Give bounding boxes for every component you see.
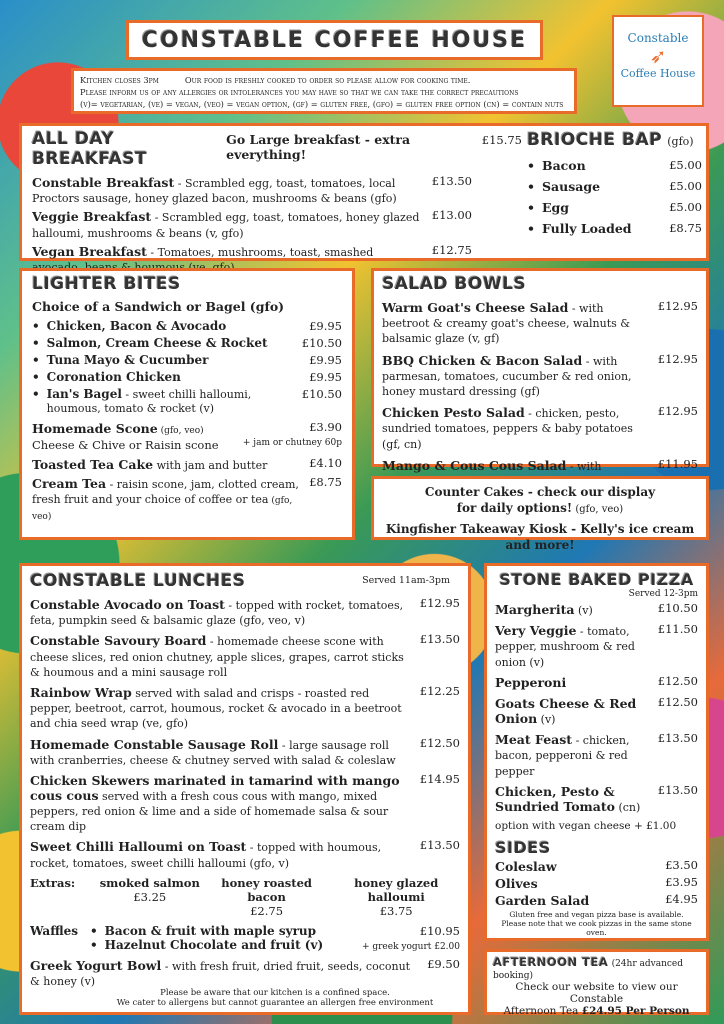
sandwich-item: • Tuna Mayo & Cucumber £9.95 bbox=[32, 353, 342, 367]
pizza-item: Very Veggie - tomato, pepper, mushroom & red onion (v) £11.50 bbox=[495, 622, 698, 669]
salad-item: Mango & Cous Cous Salad - with £11.95 bbox=[382, 456, 698, 473]
lighter-heading: LIGHTER BITES bbox=[32, 274, 181, 294]
scone-item: Homemade Scone (gfo, veo) £3.90 bbox=[32, 420, 342, 436]
breakfast-heading: ALL DAY BREAKFAST bbox=[32, 129, 148, 169]
counter-line2: for daily options! bbox=[456, 501, 573, 515]
pizza-served: Served 12-3pm bbox=[628, 589, 698, 599]
extras-label: Extras: bbox=[30, 875, 76, 890]
golarge-price: £15.75 bbox=[481, 133, 522, 147]
pizza-item: Margherita (v) £10.50 bbox=[495, 601, 698, 617]
sandwich-item: • Coronation Chicken £9.95 bbox=[32, 370, 342, 384]
lunch-item: Homemade Constable Sausage Roll - large sausage roll with cranberries, cheese & chutney served with salad & coleslaw £12.50 bbox=[30, 735, 460, 767]
pizza-item: Chicken, Pesto & Sundried Tomato (cn) £13.50 bbox=[495, 782, 698, 814]
brioche-section: BRIOCHE BAP (gfo) • Bacon £5.00 • Sausage £5.00 • Egg £5.00 • Fully Loaded £8.75 bbox=[527, 130, 702, 242]
lunches-heading: CONSTABLE LUNCHES bbox=[30, 571, 246, 591]
salad-bowls-section bbox=[371, 268, 709, 473]
waffles-item: Waffles • Bacon & fruit with maple syrup • Hazelnut Chocolate and fruit (v) £10.95 + greek yogurt £2.00 bbox=[30, 924, 460, 952]
salad-item: Warm Goat's Cheese Salad - with beetroot & creamy goat's cheese, walnuts & balsamic glaze (v, gf) £12.95 bbox=[382, 299, 698, 346]
lunch-item: Constable Avocado on Toast - topped with rocket, tomatoes, feta, pumpkin seed & balsamic glaze (gfo, veo, v) £12.95 bbox=[30, 596, 460, 628]
breakfast-item: Constable Breakfast - Scrambled egg, toast, tomatoes, local Proctors sausage, honey glazed bacon, mushrooms & beans (gfo) £13.50 bbox=[32, 174, 472, 206]
side-item: Olives £3.95 bbox=[495, 874, 698, 891]
afternoon-price: £24.95 Per Person bbox=[581, 1005, 690, 1017]
extra-item: honey roasted bacon £2.75 bbox=[221, 875, 312, 918]
brioche-item: • Bacon £5.00 bbox=[527, 158, 702, 173]
extras-row bbox=[30, 876, 460, 918]
sandwich-item: • Ian's Bagel - sweet chilli halloumi, houmous, tomato & rocket (v) £10.50 bbox=[32, 387, 342, 415]
yogurt-item: Greek Yogurt Bowl - with fresh fruit, dried fruit, seeds, coconut & honey (v) £9.50 bbox=[30, 956, 460, 988]
cream-tea-item: Cream Tea - raisin scone, jam, clotted cream, fresh fruit and your choice of coffee or tea (gfo, veo) £8.75 bbox=[32, 474, 342, 522]
pizza-item: Pepperoni £12.50 bbox=[495, 673, 698, 690]
title-banner bbox=[126, 20, 543, 60]
lunches-served: Served 11am-3pm bbox=[362, 575, 450, 586]
brioche-heading: BRIOCHE BAP bbox=[527, 130, 663, 150]
extra-item: honey glazed halloumi £3.75 bbox=[354, 875, 439, 918]
scone-options: Cheese & Chive or Raisin scone + jam or chutney 60p bbox=[32, 437, 342, 452]
salad-item: Chicken Pesto Salad - chicken, pesto, sundried tomatoes, peppers & baby potatoes (gf, cn) £12.95 bbox=[382, 404, 698, 451]
diet-codes: (v)= vegetarian, (ve) = vegan, (veo) = vegan option, (gf) = gluten free, (gfo) = gluten free option (cn) = contain nuts bbox=[80, 99, 564, 109]
kitchen-closes: Kitchen closes 3pm bbox=[80, 75, 159, 85]
sandwich-choice: Choice of a Sandwich or Bagel (gfo) bbox=[32, 299, 285, 314]
page-title: CONSTABLE COFFEE HOUSE bbox=[141, 28, 528, 53]
breakfast-section bbox=[19, 123, 709, 261]
sandwich-item: • Chicken, Bacon & Avocado £9.95 bbox=[32, 319, 342, 333]
salad-heading: SALAD BOWLS bbox=[382, 274, 527, 294]
brioche-item: • Fully Loaded £8.75 bbox=[527, 221, 702, 236]
notice-box bbox=[71, 68, 577, 114]
salad-item: BBQ Chicken & Bacon Salad - with parmesan, tomatoes, cucumber & red onion, honey mustard dressing (gf) £12.95 bbox=[382, 351, 698, 398]
pizza-item: Goats Cheese & Red Onion (v) £12.50 bbox=[495, 694, 698, 726]
lunch-item: Constable Savoury Board - homemade cheese scone with cheese slices, red onion chutney, apple slices, grapes, carrot sticks & houmous and a mini sausage roll £13.50 bbox=[30, 632, 460, 679]
brioche-item: • Sausage £5.00 bbox=[527, 179, 702, 194]
side-item: Garden Salad £4.95 bbox=[495, 891, 698, 908]
vegan-option: option with vegan cheese + £1.00 bbox=[495, 819, 677, 832]
logo bbox=[612, 15, 704, 107]
pizza-section bbox=[484, 563, 709, 941]
sides-heading: SIDES bbox=[495, 837, 551, 857]
lunch-item: Chicken Skewers marinated in tamarind with mango cous cous served with a fresh cous cous with mango, mixed peppers, red onion & lime and a side of homemade salsa & sour cream dip £14.95 bbox=[30, 771, 460, 834]
allergy-note: Please inform us of any allergies or intolerances you may have so that we can take the correct precautions bbox=[80, 87, 519, 97]
counter-cakes-box: Counter Cakes - check our display for daily options! (gfo, veo) Kingfisher Takeaway Kiosk - Kelly's ice cream and more! bbox=[371, 476, 709, 540]
lunches-section bbox=[19, 563, 471, 1015]
teacake-item: Toasted Tea Cake with jam and butter £4.10 bbox=[32, 455, 342, 472]
breakfast-item: Vegan Breakfast - Tomatoes, mushrooms, toast, smashed £12.75 bbox=[32, 242, 472, 259]
kiosk-line: Kingfisher Takeaway Kiosk - Kelly's ice cream and more! bbox=[385, 522, 695, 552]
afternoon-line2: Afternoon Tea bbox=[503, 1005, 579, 1017]
sandwich-item: • Salmon, Cream Cheese & Rocket £10.50 bbox=[32, 336, 342, 350]
pizza-item: Meat Feast - chicken, bacon, pepperoni & red pepper £13.50 bbox=[495, 731, 698, 778]
golarge-text: Go Large breakfast - extra everything! bbox=[226, 132, 411, 162]
pizza-note: Gluten free and vegan pizza base is available. Please note that we cook pizzas in the same stone oven. bbox=[501, 909, 692, 937]
pizza-heading: STONE BAKED PIZZA bbox=[499, 570, 694, 589]
logo-line2: Coffee House bbox=[620, 67, 696, 80]
lighter-bites-section bbox=[19, 268, 355, 540]
logo-line1: Constable bbox=[627, 31, 689, 45]
afternoon-line1: Check our website to view our Constable bbox=[515, 981, 678, 1005]
cook-note: Our food is freshly cooked to order so please allow for cooking time. bbox=[184, 75, 471, 85]
breakfast-item: Veggie Breakfast - Scrambled egg, toast, tomatoes, honey glazed halloumi, mushrooms & beans (v, gfo) £13.00 bbox=[32, 208, 472, 240]
extra-item: smoked salmon £3.25 bbox=[99, 875, 200, 904]
lunch-item: Rainbow Wrap served with salad and crisps - roasted red pepper, beetroot, carrot, houmous, rocket & avocado in a beetroot and chia seed wrap (ve, gfo) £12.25 bbox=[30, 683, 460, 731]
kingfisher-icon: ➶ bbox=[649, 44, 667, 68]
lunch-item: Sweet Chilli Halloumi on Toast - topped with houmous, rocket, tomatoes, sweet chilli halloumi (gfo, v) £13.50 bbox=[30, 838, 460, 870]
brioche-item: • Egg £5.00 bbox=[527, 200, 702, 215]
counter-line1: Counter Cakes - check our display bbox=[424, 485, 656, 499]
afternoon-heading: AFTERNOON TEA bbox=[493, 955, 609, 969]
side-item: Coleslaw £3.50 bbox=[495, 857, 698, 874]
kitchen-note: Please be aware that our kitchen is a confined space. We cater to allergens but cannot guarantee an allergen free environment bbox=[116, 988, 434, 1009]
afternoon-tea-box: AFTERNOON TEA (24hr advanced booking) Check our website to view our Constable Afternoon Tea £24.95 Per Person bbox=[484, 949, 709, 1015]
